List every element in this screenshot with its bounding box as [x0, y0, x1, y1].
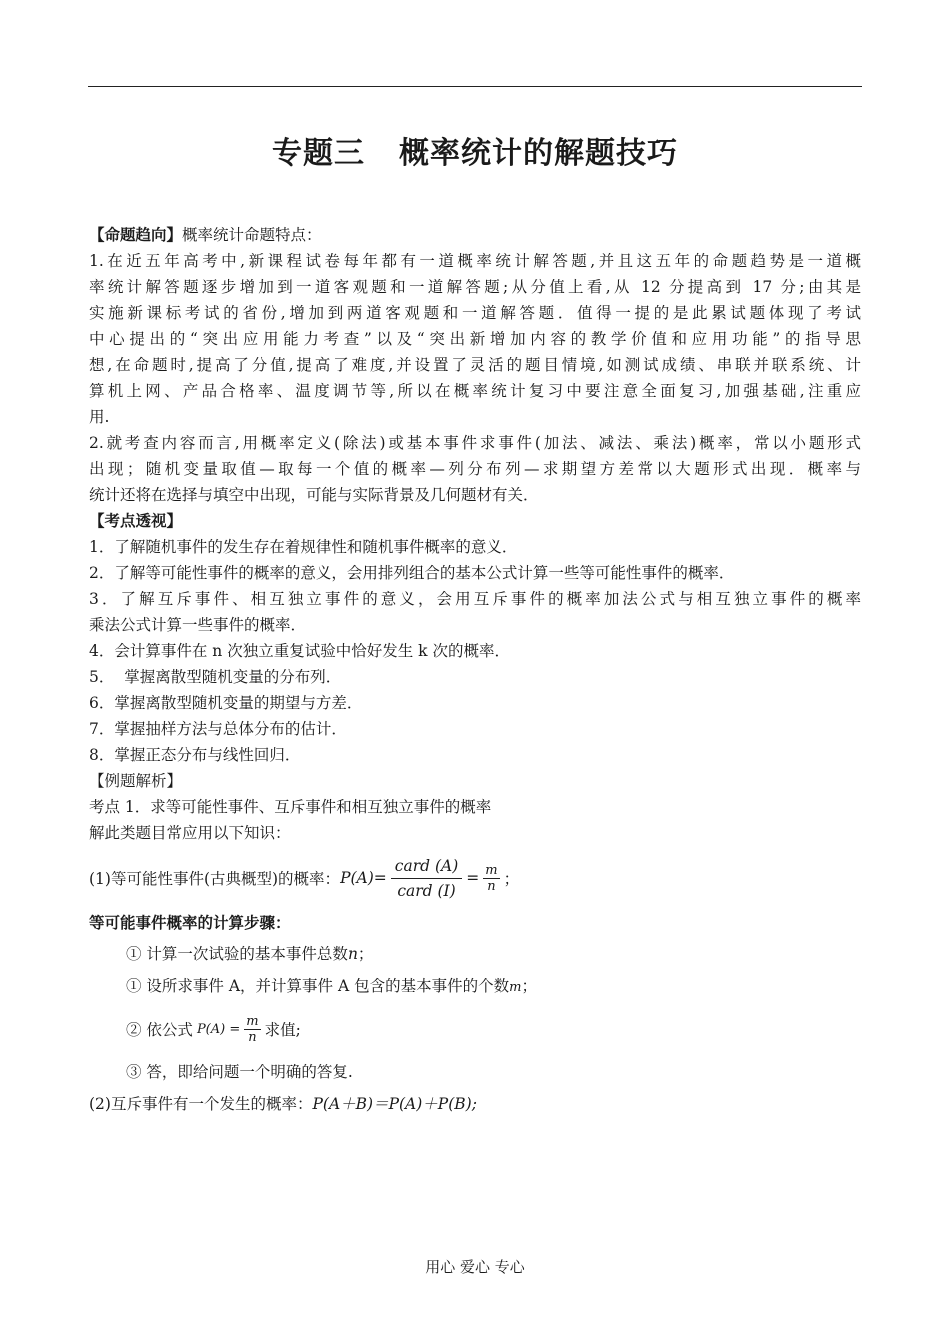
step-1-text: ① 计算一次试验的基本事件总数 — [126, 945, 348, 963]
kaodian-item: 6．掌握离散型随机变量的期望与方差． — [89, 694, 363, 712]
step-2-var: m — [509, 980, 522, 995]
fraction-denominator: n — [248, 1029, 257, 1045]
title-part2: 概率统计的解题技巧 — [399, 136, 678, 171]
fraction-m-n — [244, 1014, 260, 1045]
p1-line: 实施新课标考试的省份,增加到两道客观题和一道解答题．值得一提的是此累试题体现了考试 — [89, 304, 861, 322]
step-1-var: n — [347, 945, 358, 963]
kaodian-item: 8．掌握正态分布与线性回归． — [89, 746, 301, 764]
p2-line: 出现；随机变量取值—取每一个值的概率—列分布列—求期望方差常以大题形式出现．概率与 — [89, 460, 861, 478]
p1-line: 想,在命题时,提高了分值,提高了难度,并设置了灵活的题目情境,如测试成绩、串联并联系统、计 — [89, 356, 861, 374]
page-footer: 用心 爱心 专心 — [425, 1258, 525, 1276]
formula-2-expression: P(A＋B)＝P(A)＋P(B); — [312, 1095, 477, 1113]
document-body — [89, 222, 861, 1120]
kaodian-item: 2．了解等可能性事件的概率的意义，会用排列组合的基本公式计算一些等可能性事件的概率． — [89, 564, 735, 582]
fraction-denominator: card (I) — [397, 881, 456, 900]
p1-line: 中心提出的“突出应用能力考查”以及“突出新增加内容的教学价值和应用功能”的指导思 — [89, 330, 861, 348]
step-3 — [89, 1002, 861, 1056]
fraction-m-n — [483, 863, 499, 894]
kaodian-item: 5． 掌握离散型随机变量的分布列． — [89, 668, 342, 686]
header-rule — [88, 86, 862, 87]
sec1-intro: 概率统计命题特点： — [182, 226, 322, 244]
kaodian-1-title: 考点 1．求等可能性事件、互斥事件和相互独立事件的概率 — [89, 798, 492, 816]
p2-line: 2.就考查内容而言,用概率定义(除法)或基本事件求事件(加法、减法、乘法)概率，常以小题形式 — [89, 434, 861, 452]
formula-1-lhs: P(A)= — [340, 869, 387, 887]
p2-line: 统计还将在选择与填空中出现，可能与实际背景及几何题材有关． — [89, 486, 539, 504]
fraction-numerator: m — [246, 1013, 259, 1029]
step-2-end: ； — [521, 977, 537, 995]
step-1-end: ； — [357, 945, 374, 963]
formula-1-end: ； — [503, 870, 520, 888]
title-part1: 专题三 — [272, 136, 365, 171]
fraction-denominator: n — [487, 878, 496, 894]
kaodian-item: 3．了解互斥事件、相互独立事件的意义，会用互斥事件的概率加法公式与相互独立事件的概率 — [89, 590, 861, 608]
step-2-text: ① 设所求事件 A，并计算事件 A 包含的基本事件的个数 — [126, 977, 510, 995]
steps-heading: 等可能事件概率的计算步骤： — [89, 914, 291, 932]
kaodian-item: 7．掌握抽样方法与总体分布的估计． — [89, 720, 347, 738]
fraction-numerator: card (A) — [391, 855, 462, 879]
fraction-numerator: m — [485, 862, 498, 878]
page-title — [0, 128, 950, 172]
formula-equal-probability — [89, 848, 861, 908]
formula-2-label: (2)互斥事件有一个发生的概率： — [89, 1095, 313, 1113]
equals-sign: = — [466, 869, 480, 887]
formula-exclusive-events — [89, 1088, 861, 1120]
p1-line: 率统计解答题逐步增加到一道客观题和一道解答题;从分值上看,从 12 分提高到 17 分;由其是 — [89, 278, 861, 296]
sec3-heading: 【例题解析】 — [89, 772, 183, 790]
fraction-card — [391, 855, 462, 902]
step-2 — [89, 970, 861, 1002]
p1-line: 算机上网、产品合格率、温度调节等,所以在概率统计复习中要注意全面复习,加强基础,注重应 — [89, 382, 861, 400]
step-3-text: ② 依公式 — [126, 1021, 193, 1039]
kaodian-item: 1．了解随机事件的发生存在着规律性和随机事件概率的意义． — [89, 538, 518, 556]
step-4: ③ 答，即给问题一个明确的答复. — [126, 1063, 353, 1081]
step-1 — [89, 938, 861, 970]
sec2-heading: 【考点透视】 — [89, 512, 183, 530]
p1-line: 1.在近五年高考中,新课程试卷每年都有一道概率统计解答题,并且这五年的命题趋势是一道概 — [89, 252, 861, 270]
formula-1-label: (1)等可能性事件(古典概型)的概率： — [89, 870, 341, 888]
sec1-heading: 【命题趋向】 — [89, 226, 183, 244]
p1-line: 用. — [89, 408, 110, 426]
kaodian-item: 4．会计算事件在 n 次独立重复试验中恰好发生 k 次的概率． — [89, 642, 510, 660]
sec1-heading-line — [89, 222, 861, 248]
step-3-post: 求值; — [264, 1021, 301, 1039]
kaodian-item: 乘法公式计算一些事件的概率． — [89, 616, 307, 634]
knowledge-intro: 解此类题目常应用以下知识： — [89, 824, 291, 842]
step-3-lhs: P(A) = — [196, 1021, 241, 1037]
